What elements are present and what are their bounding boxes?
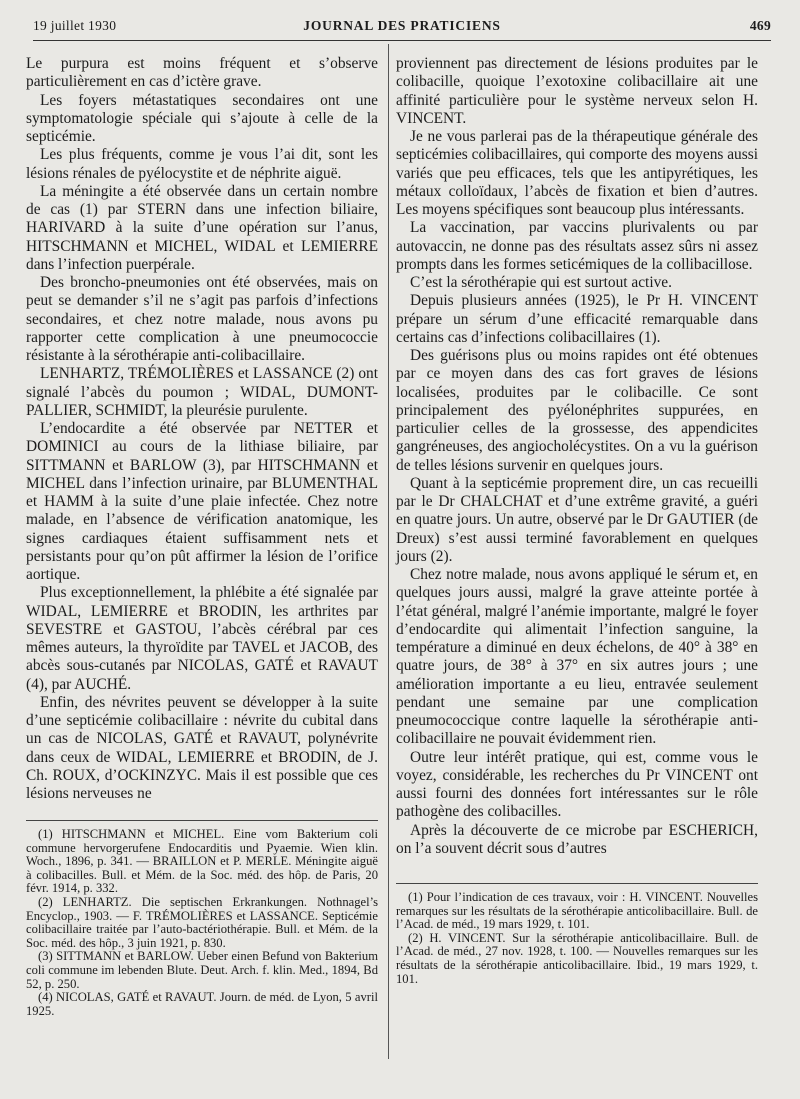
paragraph: Des broncho-pneumonies ont été observées, mais on peut se demander s’il ne s’agit pas parfois d’infections secondaires, et chez notre malade, nous avons pu rapporter cette complication à une pneumococcie résistante à la sérothérapie anti-colibacillaire. — [26, 274, 378, 364]
paragraph: Plus exceptionnellement, la phlébite a été signalée par WIDAL, LEMIERRE et BRODIN, les arthrites par SEVESTRE et GASTOU, l’abcès cérébral par ces mêmes auteurs, la thyroïdite par TAVEL et JACOB, des abcès sous-cutanés par NICOLAS, GATÉ et RAVAUT (4), par AUCHÉ. — [26, 584, 378, 693]
paragraph: Chez notre malade, nous avons appliqué le sérum et, en quelques jours aussi, malgré la grave atteinte portée à l’état général, malgré l’anémie importante, malgré le foyer d’endocardite qui alimentait l’infection sanguine, la température a diminué en deux échelons, de 40° à 38° en quatre jours, de 38° à 37° en six autres jours ; une amélioration importante a eu lieu, entravée seulement pendant une semaine par une complication pneumococcique contre laquelle la sérothérapie anti-colibacillaire ne pouvait évidemment rien. — [396, 566, 758, 748]
paragraph: LENHARTZ, TRÉMOLIÈRES et LASSANCE (2) ont signalé l’abcès du poumon ; WIDAL, DUMONT-PALLIER, SCHMIDT, la pleurésie purulente. — [26, 365, 378, 419]
paragraph: La vaccination, par vaccins plurivalents ou par autovaccin, ne donne pas des résultats assez sûrs ni assez prompts dans les formes seticémiques de la collibacillose. — [396, 219, 758, 273]
left-column — [26, 55, 378, 803]
footnote: (2) H. VINCENT. Sur la sérothérapie anticolibacillaire. Bull. de l’Acad. de méd., 27 nov. 1928, t. 100. — Nouvelles remarques sur les résultats de la sérothérapie anticolibacillaire. Ibid., 19 mars 1929, t. 101. — [396, 930, 758, 986]
page-number: 469 — [749, 18, 771, 33]
footnote-rule-right — [396, 883, 758, 884]
paragraph: Depuis plusieurs années (1925), le Pr H. VINCENT prépare un sérum d’une efficacité remarquable dans certains cas d’infections colibacillaires (1). — [396, 292, 758, 346]
footnote: (1) HITSCHMANN et MICHEL. Eine vom Bakterium coli commune hervorgerufene Endocarditis und Pyaemie. Wien klin. Woch., 1896, p. 341. — BRAILLON et P. MERLE. Méningite aiguë à colibacilles. Bull. et Mém. de la Soc. méd. des hôp. de Paris, 20 févr. 1914, p. 332. — [26, 827, 378, 896]
paragraph: Des guérisons plus ou moins rapides ont été obtenues par ce moyen dans des cas fort graves de lésions localisées, produites par le colibacille. Ce sont principalement des pyélonéphrites suppurées, en particulier celles de la grossesse, des appendicites gangréneuses, des angiocholécystites. On a vu la guérison de telles lésions survenir en quelques jours. — [396, 347, 758, 474]
paragraph: L’endocardite a été observée par NETTER et DOMINICI au cours de la lithiase biliaire, par SITTMANN et BARLOW (3), par HITSCHMANN et MICHEL dans l’infection urinaire, par BLUMENTHAL et HAMM à la suite d’une plaie infectée. Chez notre malade, en l’absence de vérification anatomique, les signes cardiaques étaient suffisamment nets et persistants pour qu’on pût affirmer la lésion de l’orifice aortique. — [26, 420, 378, 583]
paragraph: Je ne vous parlerai pas de la thérapeutique générale des septicémies colibacillaires, qui comporte des moyens aussi variés que peu efficaces, tels que les antipyrétiques, les métaux colloïdaux, l’abcès de fixation et bien d’autres. Les moyens spécifiques sont beaucoup plus intéressants. — [396, 128, 759, 218]
paragraph: Outre leur intérêt pratique, qui est, comme vous le voyez, considérable, les recherches du Pr VINCENT ont aussi fourni des données fort intéressantes sur le rôle pathogène des colibacilles. — [396, 748, 758, 821]
footnote-rule-left — [26, 820, 378, 821]
paragraph: proviennent pas directement de lésions produites par le colibacille, quoique l’exotoxine colibacillaire ait une affinité particulière pour le système nerveux selon H. VINCENT. — [396, 55, 758, 127]
footnote: (2) LENHARTZ. Die septischen Erkrankungen. Nothnagel’s Encyclop., 1903. — F. TRÉMOLIÈRES et LASSANCE. Septicémie colibacillaire traitée par l’auto-bactériothérapie. Bull. et Mém. de la Soc. méd. des hôp., 3 juin 1921, p. 830. — [26, 894, 378, 950]
paragraph: Enfin, des névrites peuvent se développer à la suite d’une septicémie colibacillaire : névrite du cubital dans un cas de NICOLAS, GATÉ et RAVAUT, polynévrite dans ceux de WIDAL, LEMIERRE et BRODIN, de J. Ch. ROUX, d’OCKINZYC. Mais il est possible que ces lésions nerveuses ne — [26, 693, 378, 802]
paragraph: Les plus fréquents, comme je vous l’ai dit, sont les lésions rénales de pyélocystite et de néphrite aiguë. — [26, 146, 378, 182]
footnote: (1) Pour l’indication de ces travaux, voir : H. VINCENT. Nouvelles remarques sur les résultats de la sérothérapie anticolibacillaire. Bull. de l’Acad. de méd., 19 mars 1929, t. 101. — [396, 890, 758, 932]
running-header — [33, 14, 771, 38]
paragraph: Les foyers métastatiques secondaires ont une symptomatologie spéciale qui s’ajoute à celle de la septicémie. — [26, 91, 378, 145]
footnotes-left — [26, 828, 378, 1018]
journal-title: JOURNAL DES PRATICIENS — [303, 18, 501, 33]
right-column — [396, 55, 758, 858]
paragraph: Le purpura est moins fréquent et s’observe particulièrement en cas d’ictère grave. — [26, 55, 378, 91]
footnote: (4) NICOLAS, GATÉ et RAVAUT. Journ. de méd. de Lyon, 5 avril 1925. — [26, 990, 378, 1018]
column-divider — [388, 44, 389, 1059]
footnotes-right — [396, 891, 758, 986]
paragraph: Quant à la septicémie proprement dire, un cas recueilli par le Dr CHALCHAT et d’une extrême gravité, a guéri en quatre jours. Un autre, observé par le Dr GAUTIER (de Dreux) s’est aussi terminé favorablement en quelques jours (2). — [396, 474, 758, 565]
header-date: 19 juillet 1930 — [33, 18, 117, 33]
paragraph: La méningite a été observée dans un certain nombre de cas (1) par STERN dans une infection biliaire, HARIVARD à la suite d’une opération sur l’anus, HITSCHMANN et MICHEL, WIDAL et LEMIERRE dans l’infection puerpérale. — [26, 182, 378, 273]
footnote: (3) SITTMANN et BARLOW. Ueber einen Befund von Bakterium coli commune im lebenden Blute. Deut. Arch. f. klin. Med., 1894, Bd 52, p. 250. — [26, 949, 378, 991]
header-rule — [33, 40, 771, 41]
paragraph: Après la découverte de ce microbe par ESCHERICH, on l’a souvent décrit sous d’autres — [396, 821, 758, 857]
paragraph: C’est la sérothérapie qui est surtout active. — [410, 274, 672, 291]
